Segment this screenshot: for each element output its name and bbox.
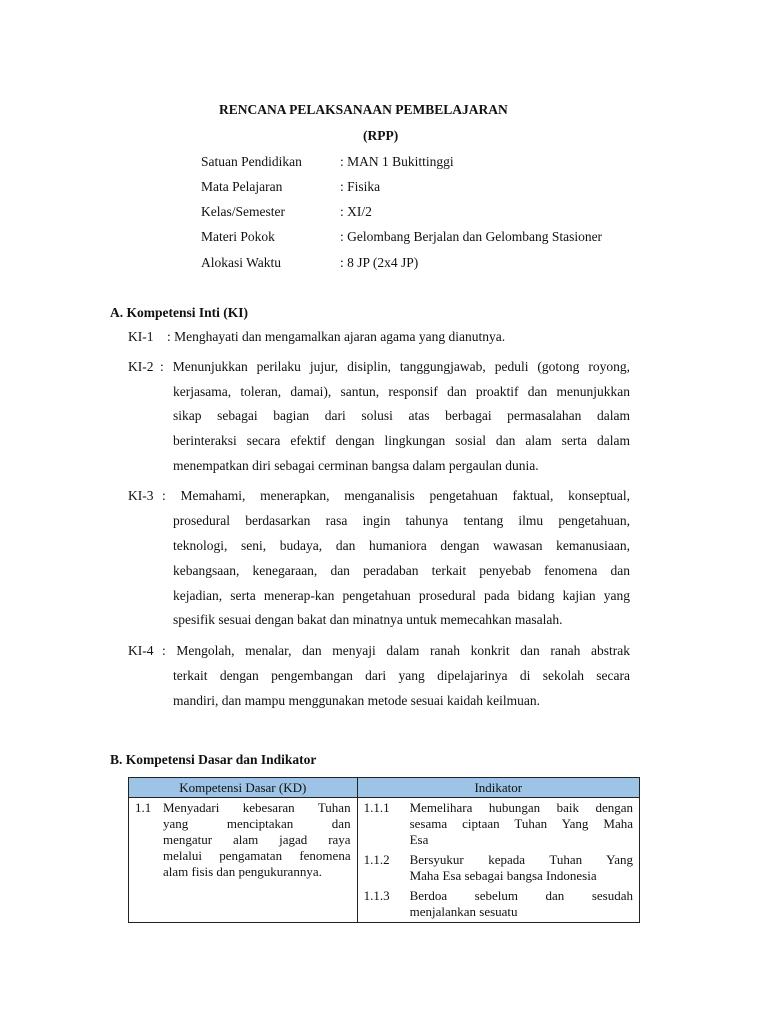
indicator-line: Maha Esa sebagai bangsa Indonesia (409, 868, 597, 883)
ki3-text: kejadian, serta menerap-kan pengetahuan prosedural pada bidang kajian yang (173, 588, 630, 603)
ki2-text: : Menunjukkan perilaku jujur, disiplin, tanggungjawab, peduli (gotong royong, (160, 359, 630, 374)
ki2-label: KI-2 (128, 359, 154, 374)
indicator-number: 1.1.1 (363, 800, 390, 815)
identity-label: Materi Pokok (201, 229, 275, 244)
document-subtitle: (RPP) (363, 128, 399, 143)
ki3-text: prosedural berdasarkan rasa ingin tahunya tentang ilmu pengetahuan, (173, 513, 630, 528)
ki3-text: spesifik sesuai dengan bakat dan minatnya untuk memecahkan masalah. (173, 612, 563, 627)
identity-label: Kelas/Semester (201, 204, 285, 219)
kd-cell (129, 798, 358, 923)
indicator-line: menjalankan sesuatu (409, 904, 518, 919)
indikator-cell (357, 798, 639, 923)
indicator-line: sesama ciptaan Tuhan Yang Maha (409, 816, 633, 831)
section-a-heading: A. Kompetensi Inti (KI) (110, 305, 248, 320)
indicator-item (364, 800, 633, 848)
indicator-line: Bersyukur kepada Tuhan Yang (409, 852, 633, 867)
ki1-label: KI-1 (128, 329, 154, 344)
identity-value: : 8 JP (2x4 JP) (340, 255, 419, 270)
document-title: RENCANA PELAKSANAAN PEMBELAJARAN (219, 102, 508, 117)
ki2-text: sikap sebagai bagian dari solusi atas berbagai permasalahan dalam (173, 408, 630, 423)
kd-number: 1.1 (135, 800, 152, 815)
identity-value: : MAN 1 Bukittinggi (340, 154, 454, 169)
indicator-item (364, 888, 633, 920)
ki3-text: kebangsaan, kenegaraan, dan peradaban terkait penyebab fenomena dan (173, 563, 630, 578)
identity-value: : Gelombang Berjalan dan Gelombang Stasioner (340, 229, 603, 244)
ki2-text: menempatkan diri sebagai cerminan bangsa dalam pergaulan dunia. (173, 458, 539, 473)
indicator-number: 1.1.3 (363, 888, 390, 903)
ki1-text: : Menghayati dan mengamalkan ajaran agama yang dianutnya. (167, 329, 506, 344)
identity-label: Mata Pelajaran (201, 179, 283, 194)
ki4-text: terkait dengan pengembangan dari yang dipelajarinya di sekolah secara (173, 668, 630, 683)
table-header-row (129, 778, 640, 798)
indicator-line: Esa (409, 832, 429, 847)
identity-value: : Fisika (340, 179, 381, 194)
ki3-text: teknologi, seni, budaya, dan humaniora dengan wawasan kemanusiaan, (173, 538, 630, 553)
kd-indicator-table (128, 777, 640, 923)
kd-line: Menyadari kebesaran Tuhan (163, 800, 351, 815)
ki2-text: berinteraksi secara efektif dengan lingkungan sosial dan alam serta dalam (173, 433, 630, 448)
table-row (129, 798, 640, 923)
identity-label: Satuan Pendidikan (201, 154, 302, 169)
identity-label: Alokasi Waktu (201, 255, 282, 270)
ki4-text: mandiri, dan mampu menggunakan metode sesuai kaidah keilmuan. (173, 693, 541, 708)
ki4-text: : Mengolah, menalar, dan menyaji dalam ranah konkrit dan ranah abstrak (162, 643, 630, 658)
ki3-text: : Memahami, menerapkan, menganalisis pengetahuan faktual, konseptual, (162, 488, 630, 503)
ki2-text: kerjasama, toleran, damai), santun, responsif dan proaktif dan menunjukkan (173, 384, 630, 399)
indicator-number: 1.1.2 (363, 852, 390, 867)
header-indikator: Indikator (357, 778, 639, 798)
header-kd: Kompetensi Dasar (KD) (129, 778, 358, 798)
kd-line: alam fisis dan pengukurannya. (163, 864, 322, 879)
indicator-item (364, 852, 633, 884)
section-b-heading: B. Kompetensi Dasar dan Indikator (110, 752, 317, 767)
kd-line: mengatur alam jagad raya (163, 832, 351, 847)
indicator-line: Memelihara hubungan baik dengan (409, 800, 633, 815)
ki3-label: KI-3 (128, 488, 154, 503)
identity-value: : XI/2 (340, 204, 372, 219)
kd-line: yang menciptakan dan (163, 816, 351, 831)
ki4-label: KI-4 (128, 643, 154, 658)
kd-line: melalui pengamatan fenomena (163, 848, 351, 863)
indicator-line: Berdoa sebelum dan sesudah (409, 888, 633, 903)
